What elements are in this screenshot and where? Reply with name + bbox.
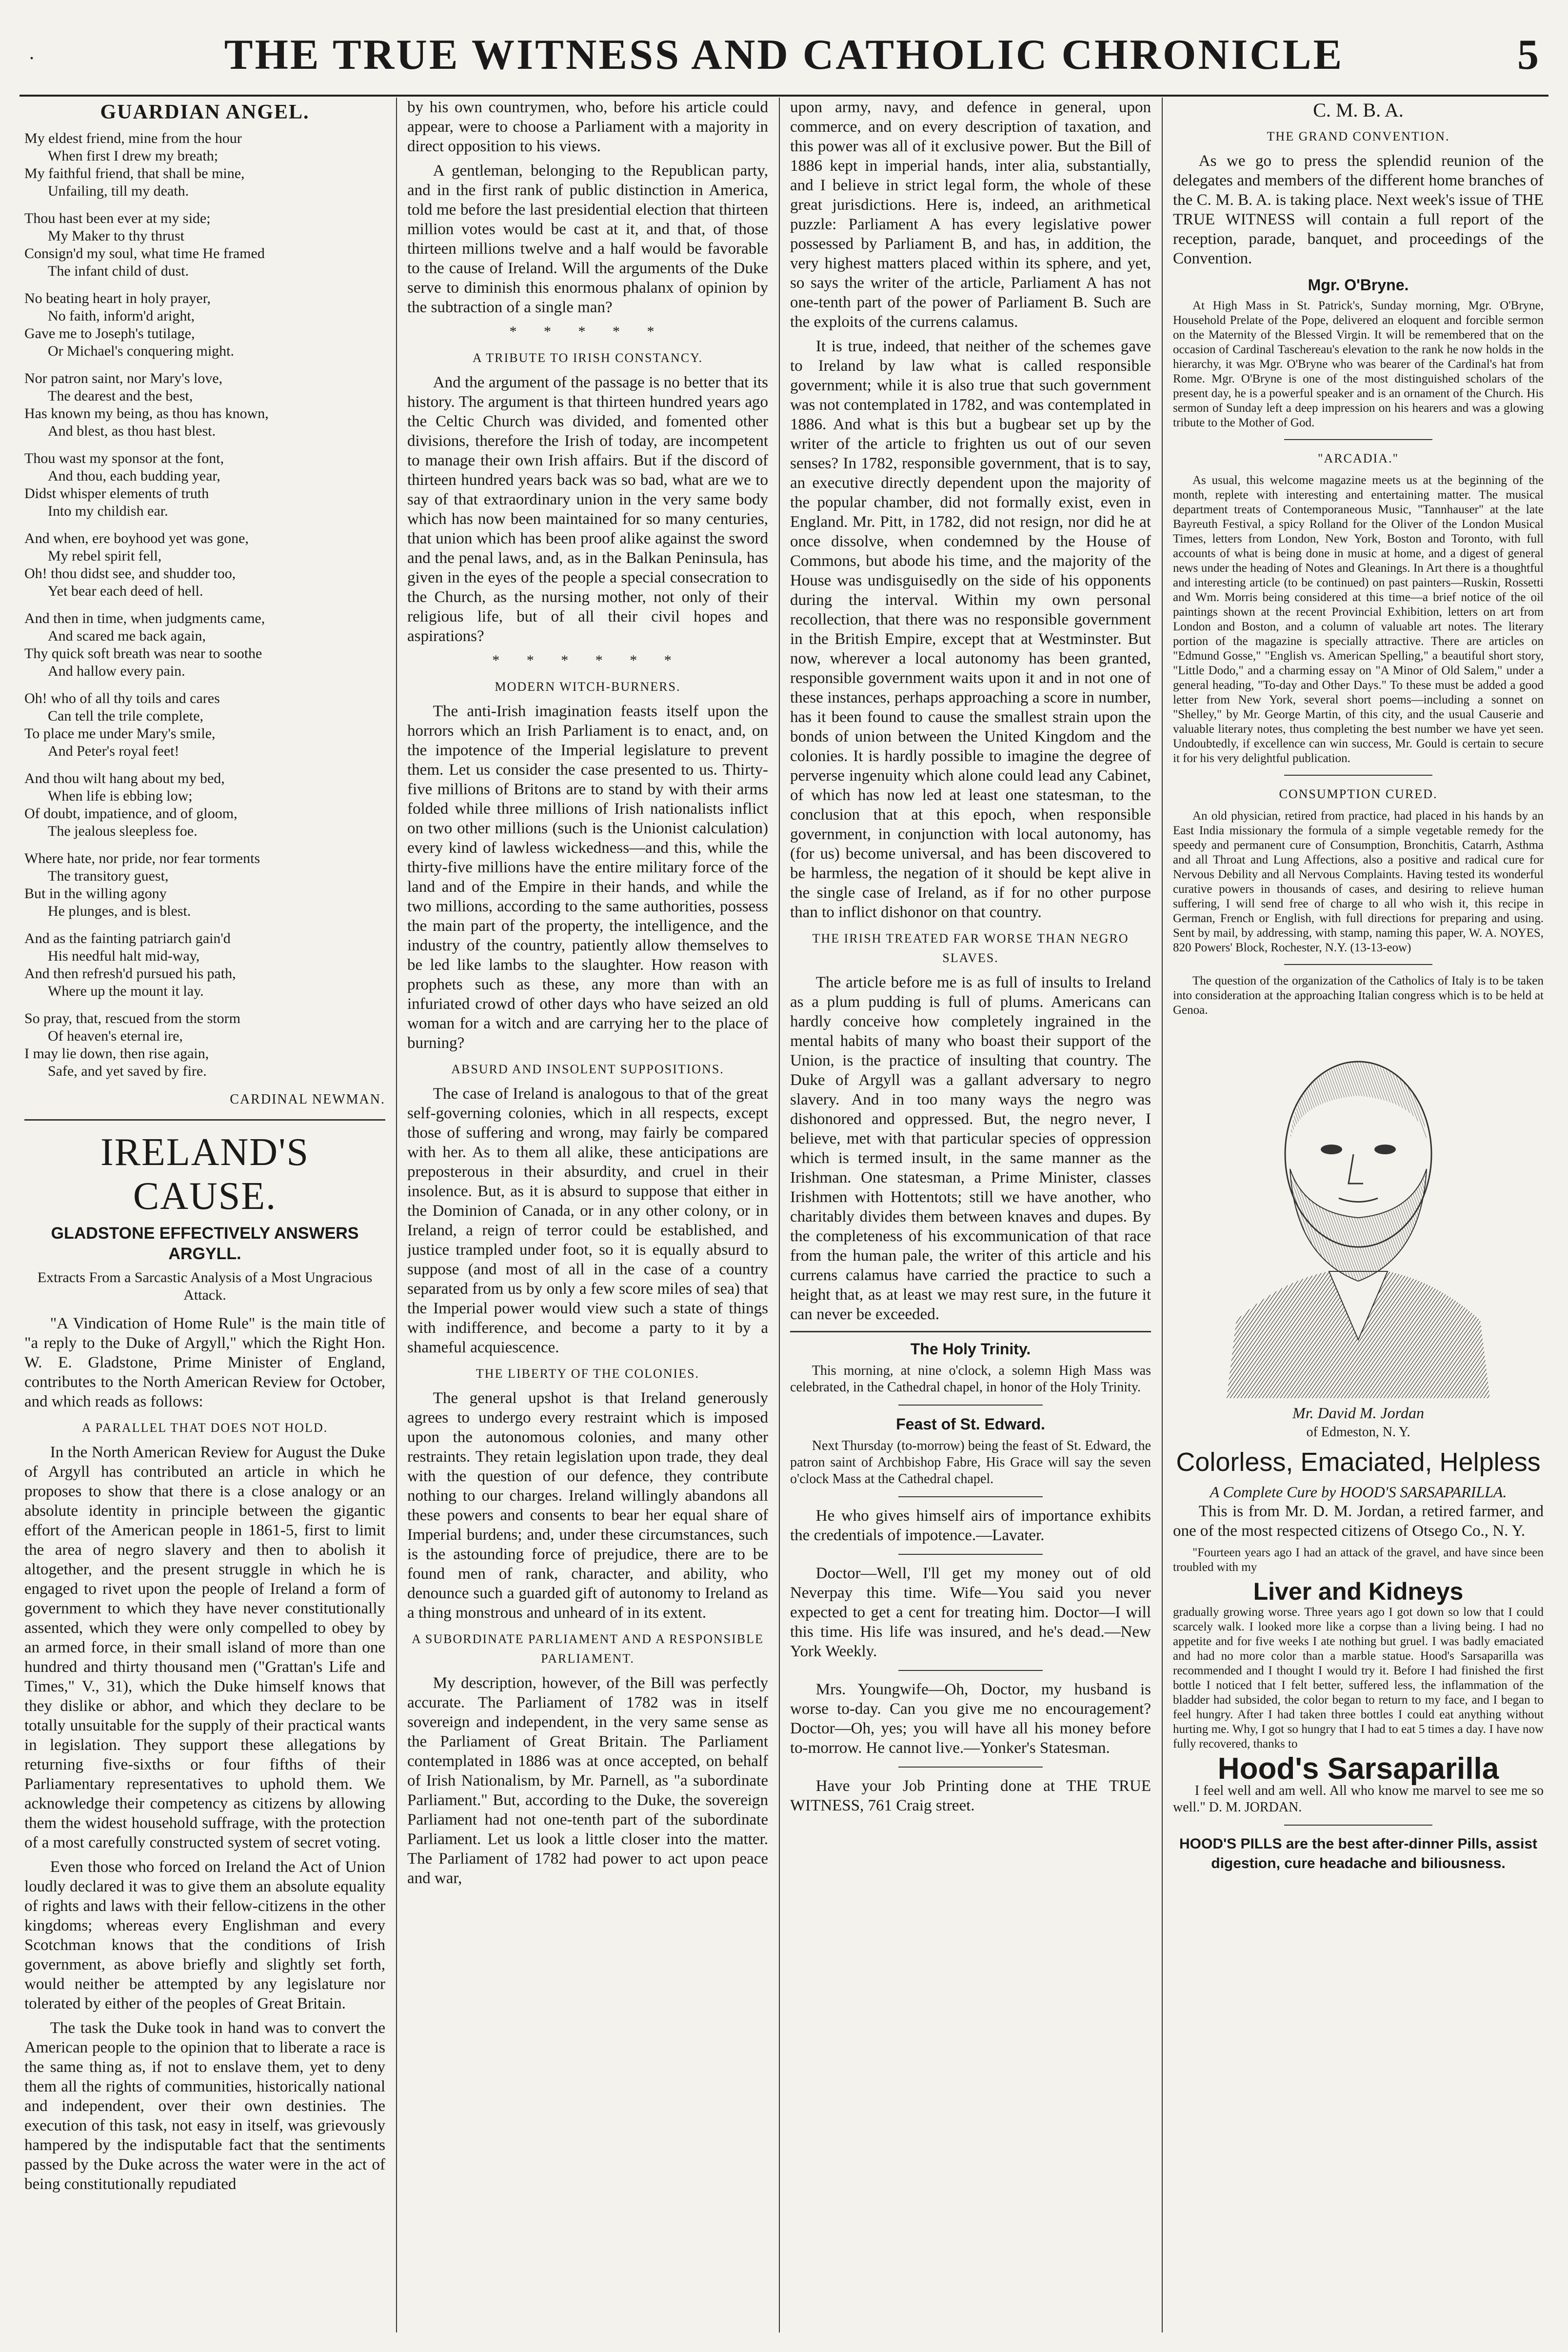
divider [898,1496,1043,1497]
poem-stanza [24,370,385,440]
portrait-caption: Mr. David M. Jordan [1292,1404,1424,1422]
poem-line: And then in time, when judgments came, [24,610,265,626]
note-body: Next Thursday (to-morrow) being the feast of St. Edward, the patron saint of Archbishop Fabre, His Grace will say the seven o'clock Mass at the Cathedral chapel. [790,1438,1151,1487]
poem-line: And thou wilt hang about my bed, [24,770,225,786]
masthead [20,12,1548,97]
article-paragraph: The task the Duke took in hand was to convert the American people to the opinion that to liberate a race is the same thing as, if not to enslave them, yet to deny them all the rights of communities, historically national and independent, over their own destinies. The execution of this task, not easy in itself, was grievously hampered by the indisputable fact that the sentiments passed by the Duke across the water were in the act of being constitutionally repudiated [24,2019,385,2193]
ad-subheadline: A Complete Cure by HOOD'S SARSAPARILLA. [1210,1483,1507,1501]
poem-line: My faithful friend, that shall be mine, [24,165,245,181]
poem-line: And then refresh'd pursued his path, [24,965,236,982]
article-subtitle: GLADSTONE EFFECTIVELY ANSWERS ARGYLL. [51,1224,359,1263]
divider [1284,964,1432,965]
note-body: An old physician, retired from practice, had placed in his hands by an East India missionary the formula of a simple vegetable remedy for the speedy and permanent cure of Consumption, Bronchitis, Catarrh, Asthma and all Throat and Lung Affections, also a positive and radical cure for Nervous Debility and all Nervous Complaints. Having tested its wonderful curative powers in thousands of cases, and desiring to relieve human suffering, I will send free of charge to all who wish it, this recipe in German, French or English, with full directions for preparing and using. Sent by mail, by addressing, with stamp, naming this paper, W. A. NOYES, 820 Powers' Block, Rochester, N.Y. (13-13-eow) [1173,809,1544,954]
poem-line: His needful halt mid-way, [48,948,200,964]
poem-title: GUARDIAN ANGEL. [100,101,310,123]
poem-stanza [24,610,385,680]
column-rule [396,98,397,2332]
poem-line: Thou hast been ever at my side; [24,210,211,226]
divider [898,1670,1043,1671]
column-3 [790,98,1151,2332]
section-heading: A PARALLEL THAT DOES NOT HOLD. [81,1421,328,1435]
poem-stanza [24,1010,385,1080]
divider [898,1767,1043,1768]
ad-pills: HOOD'S PILLS are the best after-dinner Pills, assist digestion, cure headache and biliousness. [1179,1836,1537,1871]
section-heading: THE LIBERTY OF THE COLONIES. [476,1367,700,1381]
poem-line: The transitory guest, [48,868,169,884]
divider [24,1119,385,1121]
column-1 [24,98,385,2332]
poem-line: And blest, as thou hast blest. [48,423,216,439]
note-body: Mrs. Youngwife—Oh, Doctor, my husband is worse to-day. Can you give me no encouragement? Doctor—Oh, yes; you will have all his money before to-morrow. He cannot live.—Yonker's Statesman. [790,1681,1151,1757]
poem-stanza [24,530,385,600]
newspaper-title: THE TRUE WITNESS AND CATHOLIC CHRONICLE [224,31,1344,79]
column-4 [1173,98,1544,2332]
poem-line: The infant child of dust. [48,263,189,279]
ad-liver-heading: Liver and Kidneys [1253,1578,1464,1605]
poem-line: Of heaven's eternal ire, [48,1028,183,1044]
note-title: "ARCADIA." [1317,451,1399,465]
poem-stanza [24,850,385,920]
poem-line: I may lie down, then rise again, [24,1045,209,1062]
masthead-mark: . [29,41,34,63]
section-heading: THE IRISH TREATED FAR WORSE THAN NEGRO SLAVES. [812,931,1129,965]
poem-line: Or Michael's conquering might. [48,343,234,359]
poem-line: And when, ere boyhood yet was gone, [24,530,249,546]
note-body: At High Mass in St. Patrick's, Sunday morning, Mgr. O'Bryne, Household Prelate of the Pope, delivered an eloquent and forcible sermon on the Maternity of the Blessed Virgin. It will be remembered that on the occasion of Cardinal Taschereau's elevation to the rank he now holds in the hierarchy, it was Mgr. O'Bryne who was bearer of the Cardinal's hat from Rome. Mgr. O'Bryne is one of the most distinguished scholars of the present day, he is a powerful speaker and is an ornament of the Church. His sermon of Sunday left a deep impression on his hearers and was a glowing tribute to the Mother of God. [1173,299,1544,429]
poem-line: So pray, that, rescued from the storm [24,1010,240,1026]
poem-stanza [24,690,385,760]
poem-line: The dearest and the best, [48,388,193,404]
poem-stanza [24,770,385,840]
poem-line: My rebel spirit fell, [48,548,162,564]
article-paragraph: The article before me is as full of insults to Ireland as a plum pudding is full of plums. Americans can hardly conceive how completely ingrained in the mental habits of many who boast their support of the Union, is the practice of insulting that country. The Duke of Argyll was a gallant adversary to negro slavery. And in too many ways the negro was dishonored and oppressed. But, the negro never, I believe, met with that particular species of oppression which is termed insult, in the same manner as the Irishman. One statesman, a Prime Minister, classes Irishmen with Hottentots; still we have another, who charitably divides them between knaves and dupes. By the completeness of his excommunication of that race from the human pale, the writer of this article and his currens calamus have carried the practice to such a height that, as at least we may rest sure, in the future it can never be exceeded. [790,974,1151,1323]
poem-line: And Peter's royal feet! [48,743,179,759]
poem-stanza [24,450,385,520]
poem-stanza [24,130,385,200]
divider [1284,1825,1432,1826]
note-title: CONSUMPTION CURED. [1279,787,1438,801]
note-body: Doctor—Well, I'll get my money out of old Neverpay this time. Wife—You said you never expected to get a cent for treating him. Doctor—I will this time. His life was insured, and he's dead.—New York Weekly. [790,1565,1151,1660]
ad-body: This is from Mr. D. M. Jordan, a retired farmer, and one of the most respected citizens of Otsego Co., N. Y. [1173,1503,1544,1540]
column-rule [1162,98,1163,2332]
poem-line: Oh! who of all thy toils and cares [24,690,220,706]
note-body: As usual, this welcome magazine meets us at the beginning of the month, replete with interesting and entertaining matter. The musical department treats of Contemporaneous Music, "Tannhauser" at the late Bayreuth Festival, a spicy Rolland for the Oliver of the London Musical Times, letters from London, New York, Boston and Toronto, with full accounts of what is being done in music at home, and a digest of general news under the heading of Notes and Gleanings. In Art there is a thoughtful and interesting article (to be continued) on past painters—Ruskin, Rossetti and Wm. Morris being considered at this time—a brief notice of the oil paintings shown at the recent Provincial Exhibition, letters on art from London and Boston, and a column of valuable art notes. The literary portion of the magazine is specially attractive. There are articles on "Edmund Gosse," "English vs. American Spelling," a beautiful short story, "Little Dodo," and a charming essay on "A Minor of Old Salem," under a general heading, "To-day and Other Days." To these must be added a good letter from New York, several short poems—including a sonnet on "Shelley," by Mr. George Martin, of this city, and the usual Causerie and valuable literary notes, thus completing the best number we have yet seen. Undoubtedly, if excellence can win success, Mr. Gould is certain to secure it for his very delightful publication. [1173,474,1544,765]
poem-line: When life is ebbing low; [48,788,193,804]
poem-line: Consign'd my soul, what time He framed [24,245,265,261]
note-title: The Holy Trinity. [910,1340,1031,1358]
ad-brand: Hood's Sarsaparilla [1217,1752,1499,1786]
divider [1284,775,1432,776]
ad-quote: "Fourteen years ago I had an attack of the gravel, and have since been troubled with my [1173,1546,1544,1574]
poem-line: Into my childish ear. [48,503,168,519]
poem-line: He plunges, and is blest. [48,903,191,919]
article-paragraph: Even those who forced on Ireland the Act of Union loudly declared it was to give them an absolute equality of rights and laws with their fellow-citizens in the other kingdoms; whereas every Englishman and every Scotchman knows that the conditions of Irish government, as above briefly and slightly set forth, would neither be attempted by any legislature nor tolerated by either of the peoples of Great Britain. [24,1858,385,2012]
article-paragraph: In the North American Review for August the Duke of Argyll has contributed an article in which he proposes to show that there is a close analogy or an absolute identity in principle between the gigantic effort of the American people in 1861-5, first to limit the area of negro slavery and then to abolish it altogether, and the present struggle in which he is engaged to rivet upon the people of Ireland a form of government to which they have never constitutionally assented, which they were only compelled to obey by an armed force, in their small island of more than one hundred and thirty thousand men ("Grattan's Life and Times," V., 31), which the Duke himself knows that they dislike or abhor, and which they declare to be totally unsuitable for the supply of their practical wants in legislation. They support these allegations by returning five-sixths or four fifths of their Parliamentary representatives to uphold them. We acknowledge their competency as citizens by allowing them the widest household suffrage, with the protection of a most carefully constructed system of secret voting. [24,1444,385,1851]
poem-line: No beating heart in holy prayer, [24,290,211,306]
poem-stanza [24,290,385,360]
poem-line: The jealous sleepless foe. [48,823,198,839]
divider [898,1554,1043,1555]
poem-stanza [24,930,385,1000]
poem-line: And thou, each budding year, [48,468,220,484]
poem-line: Didst whisper elements of truth [24,485,209,502]
portrait-illustration [1207,1027,1509,1398]
ad-quote: gradually growing worse. Three years ago I got down so low that I could scarcely walk. I looked more like a corpse than a living being. I had no appetite and for five weeks I ate nothing but gruel. I was badly emaciated and had no more color than a marble statue. Hood's Sarsaparilla was recommended and I thought I would try it. Before I had finished the first bottle I noticed that I felt better, suffered less, the inflammation of the bladder had subsided, the color began to return to my face, and I began to feel hungry. After I had taken three bottles I could eat anything without hurting me. Why, I got so hungry that I had to eat 5 times a day. I have now fully recovered, thanks to [1173,1606,1544,1750]
section-heading: ABSURD AND INSOLENT SUPPOSITIONS. [451,1062,724,1076]
article-paragraph: The general upshot is that Ireland generously agrees to undergo every restraint which is imposed upon the autonomous colonies, and many other restraints. They retain legislation upon trade, they deal with the question of our defence, they contribute nothing to our charges. Ireland willingly abandons all these powers and consents to bear her equal share of Imperial burdens; and, under these circumstances, such is the astounding force of prejudice, there are to be found men of rank, character, and ability, who denounce such a guarded gift of autonomy to Ireland as a thing monstrous and unheard of in its extent. [407,1389,768,1622]
poem-line: Thy quick soft breath was near to soothe [24,645,262,662]
article-paragraph: My description, however, of the Bill was perfectly accurate. The Parliament of 1782 was in itself sovereign and independent, in the very same sense as the Parliament of Great Britain. The Parliament contemplated in 1886 was at once accepted, on behalf of Irish Nationalism, by Mr. Parnell, as "a subordinate Parliament." But, according to the Duke, the sovereign Parliament had not one-tenth part of the subordinate Parliament. Let us look a little closer into the matter. The Parliament of 1782 had power to act upon peace and war, [407,1674,768,1887]
portrait-engraving [1207,1027,1509,1398]
page-number: 5 [1517,31,1539,79]
poem-line: Thou wast my sponsor at the font, [24,450,224,466]
cmba-title: C. M. B. A. [1313,99,1404,121]
poem-line: Can tell the trile complete, [48,708,204,724]
article-paragraph: The anti-Irish imagination feasts itself upon the horrors which an Irish Parliament is to enact, and, on the impotence of the Imperial legislature to prevent them. Let us consider the case presented to us. Thirty-five millions of Britons are to stand by with their arms folded while three millions of Irish nationalists inflict on two other millions (such is the Unionist calculation) every kind of lawless wickedness—and this, while the thirty-five millions have the entire military force of the land and of the Empire in their hands, and while the two millions, according to the same authorities, possess the main part of the property, the intelligence, and the industry of the country, patiently allow themselves to be led like lambs to the slaughter. How reason with prophets such as these, any more than with an infuriated crowd of other days who have seized an old woman for a witch and are carrying her to the place of burning? [407,703,768,1052]
section-stars: * * * * * [509,323,666,340]
article-paragraph: It is true, indeed, that neither of the schemes gave to Ireland by law what is called responsible government; while it is also true that such government was not contemplated in 1782, and was contemplated in 1886. And what is this but a bugbear set up by the writer of the article to frighten us out of our seven senses? In 1782, responsible government, that is to say, an executive directly dependent upon the majority of the popular chamber, did not formally exist, even in England. Mr. Pitt, in 1782, did not resign, nor did he at once dissolve, when condemned by the House of Commons, but abode his time, and the majority of the House was undisguisedly on the side of his opponents during the interval. Within my own personal recollection, that there was no responsible government in the British Empire, except that at Westminster. But now, wherever a local autonomy has been granted, responsible government waits upon it and in not one of these instances, perhaps approaching a score in number, has it been found to cause the smallest strain upon the bonds of union between the United Kingdom and the colonies. It is hardly possible to imagine the degree of perverse ingenuity which alone could lead any Cabinet, of which has now led at least one statesman, to the conclusion that at this epoch, when responsible government, in conjunction with local autonomy, has (for us) become universal, and has been discovered to be harmless, the negation of it should be kept alive in the single case of Ireland, as if for no other purpose than to inflict dishonor on that country. [790,338,1151,921]
section-heading: A TRIBUTE TO IRISH CONSTANCY. [472,351,703,365]
poem-line: Oh! thou didst see, and shudder too, [24,565,236,582]
poem-signature: CARDINAL NEWMAN. [230,1092,385,1107]
divider [898,1405,1043,1406]
poem-line: Gave me to Joseph's tutilage, [24,325,195,342]
article-paragraph: upon army, navy, and defence in general, upon commerce, and on every description of taxation, and this power was all of it exclusive power. But the Bill of 1886 kept in imperial hands, inter alia, substantially, and I believe in strict legal form, the whole of these great jurisdictions. Here is, indeed, an arithmetical puzzle: Parliament A has every legislative power possessed by Parliament B, and has, in addition, the very highest matters placed within its sphere, and yet, so says the writer of the article, Parliament A has not one-tenth part of the power of Parliament B. Such are the exploits of the currens calamus. [790,99,1151,331]
section-heading: MODERN WITCH-BURNERS. [495,680,681,694]
ad-closing: I feel well and am well. All who know me marvel to see me so well." D. M. JORDAN. [1173,1783,1544,1815]
poem-line: Yet bear each deed of hell. [48,583,203,599]
cmba-body: As we go to press the splendid reunion of the delegates and members of the different home branches of the C. M. B. A. is taking place. Next week's issue of THE TRUE WITNESS will contain a full report of the reception, parade, banquet, and proceedings of the Convention. [1173,152,1544,267]
poem-line: My eldest friend, mine from the hour [24,130,242,146]
note-body: This morning, at nine o'clock, a solemn High Mass was celebrated, in the Cathedral chapel, in honor of the Holy Trinity. [790,1363,1151,1395]
poem-line: No faith, inform'd aright, [48,308,195,324]
article-paragraph: by his own countrymen, who, before his article could appear, were to choose a Parliament with a majority in direct opposition to his views. [407,99,768,155]
note-title: Mgr. O'Bryne. [1308,276,1409,294]
poem-line: And scared me back again, [48,628,206,644]
poem-line: Where up the mount it lay. [48,983,204,999]
note-body: He who gives himself airs of importance exhibits the credentials of impotence.—Lavater. [790,1507,1151,1544]
poem-line: And hallow every pain. [48,663,185,679]
cmba-subtitle: THE GRAND CONVENTION. [1267,129,1450,143]
article-paragraph: The case of Ireland is analogous to that of the great self-governing colonies, which in all respects, except those of suffering and wrong, may fairly be compared with her. As to them all alike, these anticipations are preposterous in their absurdity, and cruel in their insolence. But, as it is absurd to suppose that either in the Dominion of Canada, or in any other colony, or in Ireland, a reign of terror could be established, and justice trampled under foot, so it is equally absurd to suppose (and most of all in the case of a country separated from us by only a few score miles of sea) that the Imperial power would view such a state of things with indifference, and become a party to it by a shameful acquiescence. [407,1085,768,1356]
poem-line: Has known my being, as thou has known, [24,405,269,422]
poem-line: My Maker to thy thrust [48,228,184,244]
article-deck: Extracts From a Sarcastic Analysis of a Most Ungracious Attack. [37,1269,373,1303]
poem-line: Unfailing, till my death. [48,183,189,199]
poem-stanza [24,210,385,280]
poem-body [24,130,385,1080]
article-paragraph: And the argument of the passage is no better that its history. The argument is that thirteen hundred years ago the Celtic Church was divided, and fomented other divisions, therefore the Irish of today, are incompetent to manage their own Irish affairs. But if the discord of thirteen hundred years back was so bad, what are we to say of that extraordinary union in the very same body which has now been maintained for so many centuries, that union which has been proof alike against the sword and the penal laws, and, as in the Balkan Peninsula, has given in the eyes of the people a special consecration to the Church, as the nursing mother, not only of their religious life, but of all their civil hopes and aspirations? [407,374,768,645]
poem-line: To place me under Mary's smile, [24,725,216,742]
poem-line: When first I drew my breath; [48,148,218,164]
ad-headline: Colorless, Emaciated, Helpless [1176,1447,1541,1477]
article-title: IRELAND'S CAUSE. [100,1131,309,1218]
divider [790,1331,1151,1332]
poem-line: Of doubt, impatience, and of gloom, [24,805,238,822]
note-body: Have your Job Printing done at THE TRUE WITNESS, 761 Craig street. [790,1777,1151,1814]
note-title: Feast of St. Edward. [896,1415,1045,1433]
poem-line: Nor patron saint, nor Mary's love, [24,370,223,386]
poem-line: Where hate, nor pride, nor fear torments [24,850,260,866]
section-heading: A SUBORDINATE PARLIAMENT AND A RESPONSIBLE PARLIAMENT. [412,1632,764,1666]
divider [1284,439,1432,440]
article-paragraph: "A Vindication of Home Rule" is the main title of "a reply to the Duke of Argyll," which the Right Hon. W. E. Gladstone, Prime Minister of England, contributes to the North American Review for October, and which reads as follows: [24,1315,385,1410]
section-stars: * * * * * * [492,652,683,668]
poem-line: And as the fainting patriarch gain'd [24,930,231,946]
column-2 [407,98,768,2332]
article-paragraph: A gentleman, belonging to the Republican party, and in the first rank of public distinction in America, told me before the last presidential election that thirteen million votes would be cast at it, and that, of those thirteen millions twelve and a half would be favorable to the cause of Ireland. Will the arguments of the Duke serve to diminish this enormous phalanx of opinion by the subtraction of a single man? [407,162,768,316]
note-body: The question of the organization of the Catholics of Italy is to be taken into consideration at the approaching Italian congress which is to be held at Genoa. [1173,974,1544,1017]
portrait-place: of Edmeston, N. Y. [1306,1425,1410,1440]
column-rule [779,98,780,2332]
poem-line: But in the willing agony [24,885,167,902]
poem-line: Safe, and yet saved by fire. [48,1063,207,1079]
